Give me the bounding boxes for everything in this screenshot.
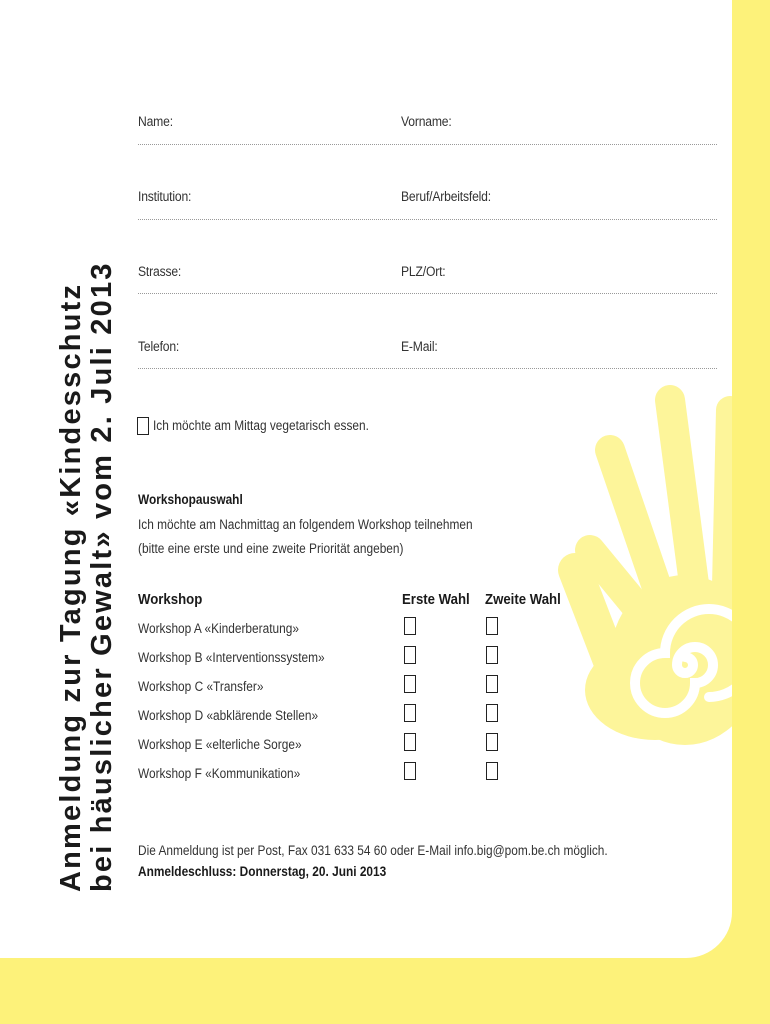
email-label: E-Mail: bbox=[401, 339, 438, 354]
hand-spiral-icon bbox=[535, 380, 732, 760]
second-choice-checkbox[interactable] bbox=[486, 675, 498, 693]
second-choice-checkbox[interactable] bbox=[486, 617, 498, 635]
workshopauswahl-line-2: (bitte eine erste und eine zweite Priorität angeben) bbox=[138, 541, 404, 556]
col-workshop-header: Workshop bbox=[138, 591, 203, 608]
first-choice-checkbox[interactable] bbox=[404, 675, 416, 693]
first-choice-checkbox[interactable] bbox=[404, 733, 416, 751]
workshopauswahl-heading: Workshopauswahl bbox=[138, 492, 243, 507]
workshop-row-label: Workshop B «Interventionssystem» bbox=[138, 650, 325, 665]
workshopauswahl-line-1: Ich möchte am Nachmittag an folgendem Workshop teilnehmen bbox=[138, 517, 473, 532]
institution-label: Institution: bbox=[138, 189, 192, 204]
vegetarian-checkbox[interactable] bbox=[137, 417, 149, 435]
first-choice-checkbox[interactable] bbox=[404, 646, 416, 664]
first-choice-checkbox[interactable] bbox=[404, 704, 416, 722]
first-choice-checkbox[interactable] bbox=[404, 762, 416, 780]
strasse-label: Strasse: bbox=[138, 264, 182, 279]
institution-line[interactable] bbox=[138, 219, 717, 220]
col-first-choice-header: Erste Wahl bbox=[402, 591, 470, 608]
plz-label: PLZ/Ort: bbox=[401, 264, 446, 279]
workshop-row-label: Workshop F «Kommunikation» bbox=[138, 766, 301, 781]
name-line[interactable] bbox=[138, 144, 717, 145]
name-label: Name: bbox=[138, 114, 173, 129]
second-choice-checkbox[interactable] bbox=[486, 733, 498, 751]
form-title bbox=[56, 102, 118, 892]
second-choice-checkbox[interactable] bbox=[486, 646, 498, 664]
first-choice-checkbox[interactable] bbox=[404, 617, 416, 635]
second-choice-checkbox[interactable] bbox=[486, 762, 498, 780]
telefon-line[interactable] bbox=[138, 368, 717, 369]
title-line-2: bei häuslicher Gewalt» vom 2. Juli 2013 bbox=[86, 261, 118, 892]
title-line-1: Anmeldung zur Tagung «Kindesschutz bbox=[55, 282, 87, 892]
beruf-label: Beruf/Arbeitsfeld: bbox=[401, 189, 491, 204]
workshop-row-label: Workshop A «Kinderberatung» bbox=[138, 621, 299, 636]
workshop-row-label: Workshop E «elterliche Sorge» bbox=[138, 737, 302, 752]
telefon-label: Telefon: bbox=[138, 339, 180, 354]
workshop-row-label: Workshop D «abklärende Stellen» bbox=[138, 708, 319, 723]
vorname-label: Vorname: bbox=[401, 114, 452, 129]
registration-deadline: Anmeldeschluss: Donnerstag, 20. Juni 2013 bbox=[138, 864, 387, 879]
vegetarian-label: Ich möchte am Mittag vegetarisch essen. bbox=[153, 418, 369, 433]
registration-info: Die Anmeldung ist per Post, Fax 031 633 54 60 oder E-Mail info.big@pom.be.ch möglich. bbox=[138, 843, 608, 858]
strasse-line[interactable] bbox=[138, 293, 717, 294]
second-choice-checkbox[interactable] bbox=[486, 704, 498, 722]
workshop-row-label: Workshop C «Transfer» bbox=[138, 679, 264, 694]
col-second-choice-header: Zweite Wahl bbox=[485, 591, 561, 608]
